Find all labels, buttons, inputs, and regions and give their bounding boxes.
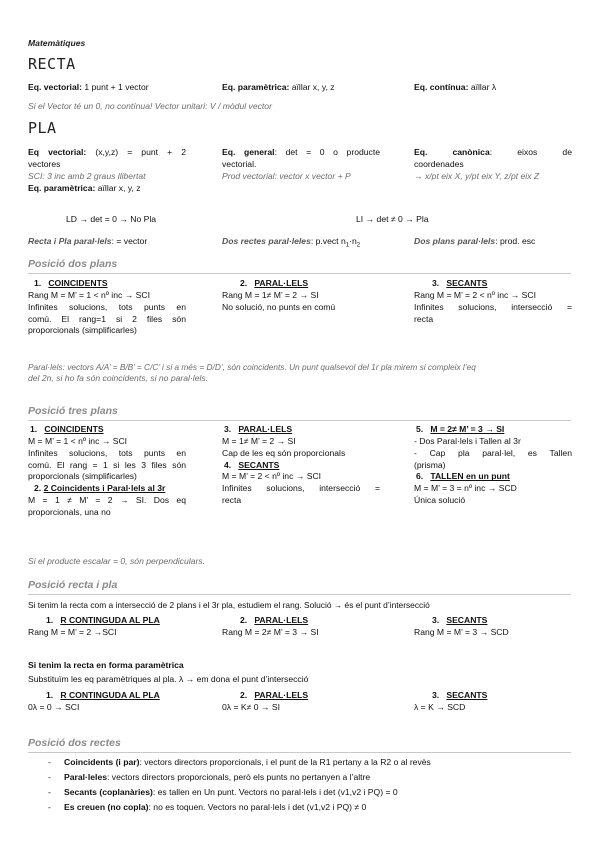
pla-ld: LD → det = 0 → No Pla — [66, 214, 157, 224]
divider — [28, 273, 571, 274]
pla-eq-vectorial-line2: vectores — [28, 158, 61, 169]
pla-eq-canonica-line2: coordenades — [414, 158, 464, 169]
recta-pla-intro: Si tenim la recta com a intersecció de 2 plans i el 3r pla, estudiem el rang. Solució → és el punt d’intersecció — [28, 600, 430, 610]
recta-pla-a1: 1. R CONTINGUDA AL PLA Rang M = M’ = 2 →SCI — [28, 615, 160, 637]
dos-plans-secants: 3. SECANTS Rang M = M’ = 2 < nº inc → SCI Infinites solucions, intersecció = recta — [414, 278, 572, 324]
tres-plans-col2: 3. PARAL·LELS M = 1≠ M’ = 2 → SI Cap de les eq són proporcionals 4. SECANTS M = M’ = 2 < nº inc → SCI Infinites solucions, intersecció = recta — [222, 424, 380, 506]
list-item: - Paral·leles: vectors directors proporcionals, però els punts no pertanyen a l’altre — [48, 771, 371, 782]
recta-pla-intro3: Substituïm les eq paramètriques al pla. λ → em dona el punt d’intersecció — [28, 674, 309, 684]
pla-sci-note: SCI: 3 inc amb 2 graus llibertat — [28, 170, 146, 181]
recta-pla-parallel: Recta i Pla paral·lels: = vector — [28, 236, 148, 246]
list-item: - Coincidents (i par): vectors directors proporcionals, i el punt de la R1 pertany a la R2 o al revès — [48, 757, 431, 767]
recta-pla-a2: 2. PARAL·LELS Rang M = 2≠ M’ = 3 → SI — [222, 615, 319, 637]
dos-plans-note: Paral·lels: vectors A/A’ = B/B’ = C/C’ i si a més = D/D’, són coincidents. Un punt qualsevol del 1r pla mirem si compleix l’eq del 2n, si ho fa són coincidents, si no paral·lels. — [28, 362, 476, 384]
divider — [28, 420, 571, 421]
pla-eq-parametrica: Eq. paramètrica: aïllar x, y, z — [28, 182, 141, 193]
recta-pla-a3: 3. SECANTS Rang M = M’ = 3 → SCD — [414, 615, 509, 637]
recta-pla-b2: 2. PARAL·LELS 0λ = K≠ 0 → SI — [222, 690, 309, 712]
subject-header: Matemàtiques — [28, 38, 86, 48]
recta-eq-parametrica: Eq. paramètrica: aïllar x, y, z — [222, 82, 335, 92]
pla-title: PLA — [28, 119, 57, 137]
list-item: - Secants (coplanàries): es tallen en Un punt. Vectors no paral·lels i det (v1,v2 i PQ) = 0 — [48, 786, 398, 797]
pla-col2 — [222, 147, 380, 183]
recta-eq-continua: Eq. contínua: aïllar λ — [414, 82, 497, 92]
pla-col3 — [414, 147, 572, 183]
pla-eq-canonica-line1: Eq. canònica: eixos de — [414, 147, 572, 157]
dos-plans-title: Posició dos plans — [28, 258, 118, 270]
tres-plans-title: Posició tres plans — [28, 405, 118, 417]
pla-col1 — [28, 147, 186, 194]
pla-eq-general-line1: Eq. general: det = 0 o producte — [222, 147, 381, 157]
tres-plans-col3: 5. M = 2≠ M’ = 3 → SI - Dos Paral·lels i Tallen al 3r - Cap pla paral·lel, es Tallen (prisma) 6. TALLEN en un punt M = M’ = 3 = nº inc → SCD Única solució — [414, 424, 572, 506]
dos-rectes-title: Posició dos rectes — [28, 737, 121, 749]
recta-eq-vectorial: Eq. vectorial: 1 punt + 1 vector — [28, 82, 149, 92]
pla-li: LI → det ≠ 0 → Pla — [356, 214, 429, 224]
divider — [28, 752, 571, 753]
pla-canonica-note: → x/pt eix X, y/pt eix Y, z/pt eix Z — [414, 170, 540, 181]
recta-note: Si el Vector té un 0, no contínua! Vector unitari: V / mòdul vector — [28, 101, 272, 111]
pla-eq-general-line2: vectorial. — [222, 158, 257, 169]
recta-pla-intro2: Si tenim la recta en forma paramètrica — [28, 660, 184, 670]
dos-rectes-list — [48, 757, 568, 816]
tres-plans-note: Si el producte escalar = 0, són perpendiculars. — [28, 556, 205, 566]
recta-title: RECTA — [28, 55, 76, 73]
divider — [28, 594, 571, 595]
dos-plans-coincidents: 1. COINCIDENTS Rang M = M’ = 1 < nº inc → SCI Infinites solucions, tots punts en comú. El rang=1 si 2 files són proporcionals (simplificarles) — [28, 278, 186, 336]
dos-plans-parallel: Dos plans paral·lels: prod. esc — [414, 236, 536, 246]
pla-prod-vectorial-note: Prod vectorial: vector x vector + P — [222, 170, 351, 181]
list-item: - Es creuen (no copla): no es toquen. Vectors no paral·lels i det (v1,v2 i PQ) ≠ 0 — [48, 801, 367, 812]
pla-eq-vectorial-line1: Eq vectorial: (x,y,z) = punt + 2 — [28, 147, 186, 157]
recta-pla-b3: 3. SECANTS λ = K → SCD — [414, 690, 488, 712]
tres-plans-col1: 1. COINCIDENTS M = M’ = 1 < nº inc → SCI Infinites solucions, tots punts en comú. El rang = 1 si les 3 files són proporcionals (simplificarles) 2. 2 Coincidents i Paral·lels al 3r M = 1 ≠ M’ = 2 → SI. Dos eq proporcionals, una no — [28, 424, 186, 518]
dos-rectes-parallel: Dos rectes paral·leles: p.vect $n_1\cdot n_2$ — [222, 236, 361, 249]
recta-pla-b1: 1. R CONTINGUDA AL PLA 0λ = 0 → SCI — [28, 690, 160, 712]
dos-plans-parallels: 2. PARAL·LELS Rang M = 1≠ M’ = 2 → SI No solució, no punts en comú — [222, 278, 336, 312]
recta-pla-title: Posició recta i pla — [28, 579, 118, 591]
